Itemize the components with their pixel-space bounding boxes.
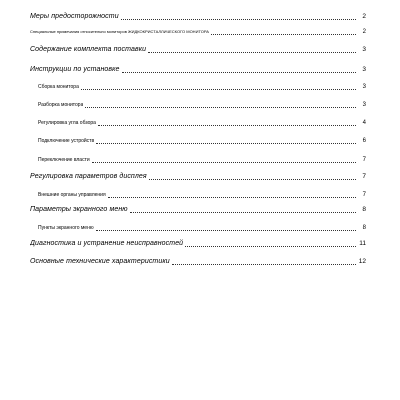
toc-entry-external-controls[interactable] — [38, 190, 366, 200]
toc-entry-page: 11 — [359, 240, 366, 247]
toc-entry-title: Меры предосторожности — [30, 13, 119, 20]
toc-entry-title: Параметры экранного меню — [30, 206, 128, 213]
toc-leader-dots — [121, 19, 356, 20]
toc-entry-assembly[interactable] — [38, 82, 366, 92]
toc-entry-page: 7 — [362, 157, 366, 163]
toc-entry-title: Переключение власти — [38, 157, 90, 163]
toc-entry-title: Содержание комплекта поставки — [30, 46, 147, 53]
toc-entry-page: 2 — [362, 29, 366, 35]
toc-entry-power-switching[interactable] — [38, 155, 366, 165]
toc-entry-page: 3 — [362, 102, 366, 108]
toc-leader-dots — [96, 230, 356, 231]
toc-entry-page: 7 — [362, 173, 366, 180]
toc-entry-page: 3 — [362, 66, 366, 73]
toc-entry-safety[interactable] — [30, 12, 366, 22]
toc-leader-dots — [185, 246, 356, 247]
toc-entry-title: Основные технические характеристики — [30, 258, 170, 265]
toc-entry-page: 8 — [362, 225, 366, 231]
toc-entry-page: 8 — [362, 206, 366, 213]
toc-entry-display-settings[interactable] — [30, 172, 366, 182]
toc-entry-lcd-notes[interactable] — [30, 27, 366, 37]
toc-entry-title: Регулировка параметров дисплея — [30, 173, 147, 180]
toc-entry-title: Диагностика и устранение неисправностей — [30, 240, 184, 247]
toc-leader-dots — [130, 212, 356, 213]
toc-entry-installation[interactable] — [30, 65, 366, 75]
toc-entry-troubleshooting[interactable] — [30, 239, 366, 249]
toc-entry-connecting-devices[interactable] — [38, 136, 366, 146]
toc-entry-title: Разборка монитора — [38, 102, 84, 108]
toc-entry-title: Специальные примечания относительно мониторов ЖИДКОКРИСТАЛЛИЧЕСКОГО МОНИТОРА — [30, 29, 209, 34]
toc-leader-dots — [92, 162, 356, 163]
toc-entry-specifications[interactable] — [30, 257, 366, 267]
toc-entry-osd-settings[interactable] — [30, 205, 366, 215]
toc-entry-disassembly[interactable] — [38, 100, 366, 110]
toc-leader-dots — [81, 89, 356, 90]
toc-leader-dots — [108, 197, 356, 198]
toc-entry-page: 3 — [362, 46, 366, 53]
toc-leader-dots — [85, 107, 356, 108]
toc-leader-dots — [211, 34, 356, 35]
toc-leader-dots — [148, 52, 356, 53]
toc-leader-dots — [98, 125, 356, 126]
toc-entry-title: Пункты экранного меню — [38, 225, 94, 231]
toc-entry-page: 7 — [362, 192, 366, 198]
toc-leader-dots — [122, 72, 356, 73]
toc-entry-package-contents[interactable] — [30, 45, 366, 55]
toc-leader-dots — [149, 179, 356, 180]
toc-entry-title: Инструкции по установке — [30, 66, 120, 73]
toc-entry-page: 3 — [362, 84, 366, 90]
toc-entry-page: 2 — [362, 13, 366, 20]
toc-entry-page: 6 — [362, 138, 366, 144]
toc-entry-osd-items[interactable] — [38, 223, 366, 233]
toc-entry-title: Подключение устройств — [38, 138, 95, 144]
toc-entry-title: Регулировка угла обзора — [38, 120, 96, 126]
toc-entry-title: Внешние органы управления — [38, 192, 106, 198]
toc-leader-dots — [96, 143, 356, 144]
toc-leader-dots — [172, 264, 356, 265]
toc-entry-page: 12 — [358, 258, 366, 265]
toc-entry-viewing-angle[interactable] — [38, 118, 366, 128]
toc-entry-title: Сборка монитора — [38, 84, 79, 90]
toc-entry-page: 4 — [362, 120, 366, 126]
